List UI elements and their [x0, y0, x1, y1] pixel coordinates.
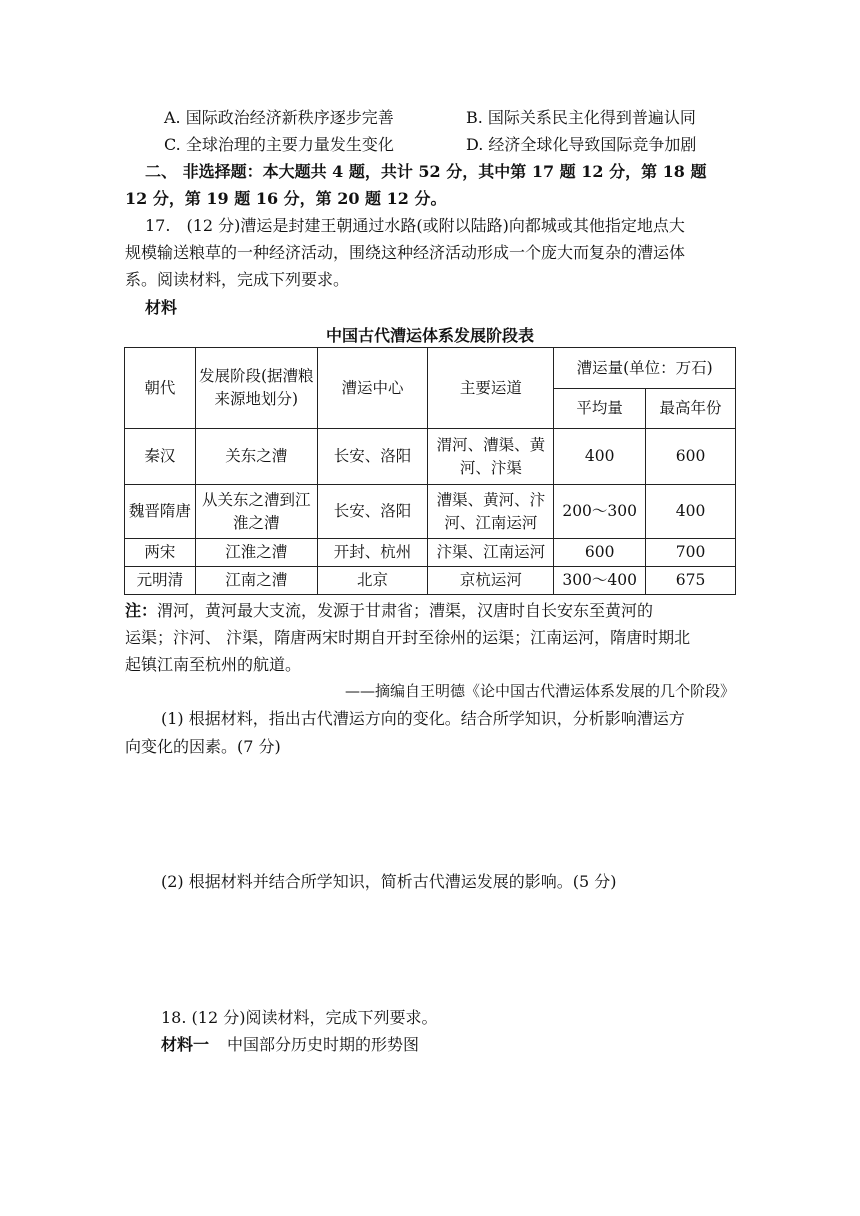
header-route: 主要运道: [428, 348, 554, 429]
table-note-line3: 起镇江南至杭州的航道。: [125, 655, 302, 674]
cell-avg: 600: [554, 539, 646, 567]
q17-stem-line1: 17. (12 分)漕运是封建王朝通过水路(或附以陆路)向都城或其他指定地点大: [145, 216, 685, 235]
q17-sub1-line1: (1) 根据材料，指出古代漕运方向的变化。结合所学知识，分析影响漕运方: [161, 709, 685, 728]
header-stage: 发展阶段(据漕粮来源地划分): [195, 348, 317, 429]
source-citation: ——摘编自王明德《论中国古代漕运体系发展的几个阶段》: [344, 682, 735, 700]
table-note-line2: 运渠；汴河、 汴渠，隋唐两宋时期自开封至徐州的运渠；江南运河，隋唐时期北: [125, 628, 691, 647]
cell-dynasty: 魏晋隋唐: [125, 485, 196, 539]
cell-stage: 关东之漕: [195, 429, 317, 485]
cell-stage: 江南之漕: [195, 567, 317, 595]
section2-heading-line1: 二、 非选择题：本大题共 4 题，共计 52 分，其中第 17 题 12 分，第 18 题: [145, 162, 707, 181]
cell-max: 675: [646, 567, 736, 595]
cell-max: 400: [646, 485, 736, 539]
note-label: 注：: [125, 601, 158, 620]
cell-dynasty: 秦汉: [125, 429, 196, 485]
q18-material-text: 中国部分历史时期的形势图: [227, 1035, 420, 1054]
cell-center: 北京: [317, 567, 428, 595]
header-dynasty: 朝代: [125, 348, 196, 429]
cell-route: 漕渠、黄河、汴河、江南运河: [428, 485, 554, 539]
table-row: [125, 429, 736, 485]
cell-max: 700: [646, 539, 736, 567]
cell-avg: 400: [554, 429, 646, 485]
cell-avg: 200～300: [554, 485, 646, 539]
q18-stem: 18. (12 分)阅读材料，完成下列要求。: [161, 1008, 438, 1027]
table-title: 中国古代漕运体系发展阶段表: [325, 326, 534, 345]
cell-dynasty: 元明清: [125, 567, 196, 595]
option-d: D. 经济全球化导致国际竞争加剧: [466, 135, 697, 154]
section2-heading-line2: 12 分，第 19 题 16 分，第 20 题 12 分。: [125, 189, 447, 208]
header-avg: 平均量: [554, 389, 646, 429]
cell-avg: 300～400: [554, 567, 646, 595]
cell-route: 汴渠、江南运河: [428, 539, 554, 567]
note-text-1: 渭河，黄河最大支流，发源于甘肃省；漕渠，汉唐时自长安东至黄河的: [157, 601, 654, 620]
table-row: [125, 485, 736, 539]
q17-stem-line2: 规模输送粮草的一种经济活动，围绕这种经济活动形成一个庞大而复杂的漕运体: [125, 243, 686, 262]
table-note-line1: [125, 599, 653, 623]
option-b: B. 国际关系民主化得到普遍认同: [466, 108, 696, 127]
cell-stage: 江淮之漕: [195, 539, 317, 567]
q17-sub2: (2) 根据材料并结合所学知识，简析古代漕运发展的影响。(5 分): [161, 872, 617, 891]
header-center: 漕运中心: [317, 348, 428, 429]
option-c: C. 全球治理的主要力量发生变化: [164, 135, 394, 154]
q17-sub1-line2: 向变化的因素。(7 分): [125, 737, 281, 756]
cell-center: 长安、洛阳: [317, 485, 428, 539]
q17-material-label: 材料: [145, 298, 178, 317]
cell-max: 600: [646, 429, 736, 485]
q18-material-line: [161, 1033, 419, 1057]
header-volume: 漕运量(单位：万石): [554, 348, 736, 389]
cell-stage: 从关东之漕到江淮之漕: [195, 485, 317, 539]
table-row: [125, 567, 736, 595]
canal-table: [124, 347, 736, 595]
option-a: A. 国际政治经济新秩序逐步完善: [164, 108, 394, 127]
cell-route: 京杭运河: [428, 567, 554, 595]
cell-route: 渭河、漕渠、黄河、汴渠: [428, 429, 554, 485]
header-max: 最高年份: [646, 389, 736, 429]
cell-center: 长安、洛阳: [317, 429, 428, 485]
cell-center: 开封、杭州: [317, 539, 428, 567]
cell-dynasty: 两宋: [125, 539, 196, 567]
table-row: [125, 539, 736, 567]
q18-material-label: 材料一: [161, 1035, 210, 1054]
q17-stem-line3: 系。阅读材料，完成下列要求。: [125, 270, 350, 289]
